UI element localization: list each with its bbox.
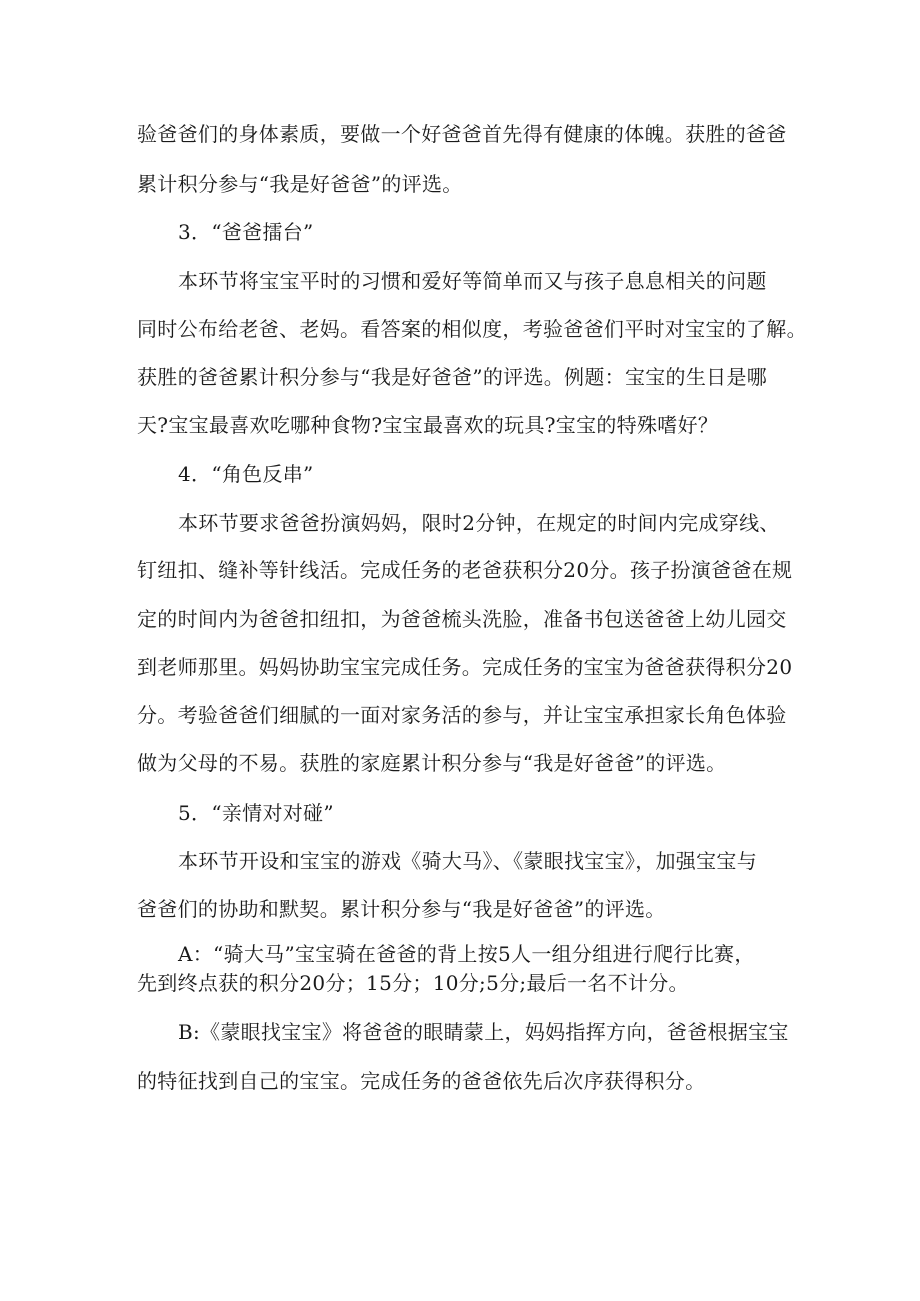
paragraph-line: A：“骑大马”宝宝骑在爸爸的背上按5人一组分组进行爬行比赛，	[178, 942, 755, 966]
paragraph-line: 验爸爸们的身体素质，要做一个好爸爸首先得有健康的体魄。获胜的爸爸	[137, 122, 787, 146]
section-heading-5: 5．“亲情对对碰”	[178, 801, 334, 825]
paragraph-line: 同时公布给老爸、老妈。看答案的相似度，考验爸爸们平时对宝宝的了解。	[137, 317, 807, 341]
paragraph-line: 分。考验爸爸们细腻的一面对家务活的参与，并让宝宝承担家长角色体验	[137, 703, 787, 727]
section-heading-3: 3．“爸爸擂台”	[178, 220, 314, 244]
paragraph-line: 天?宝宝最喜欢吃哪种食物?宝宝最喜欢的玩具?宝宝的特殊嗜好？	[137, 413, 719, 437]
paragraph-line: 本环节开设和宝宝的游戏《骑大马》、《蒙眼找宝宝》，加强宝宝与	[178, 849, 757, 873]
paragraph-line: 本环节要求爸爸扮演妈妈，限时2分钟，在规定的时间内完成穿线、	[178, 511, 780, 535]
paragraph-line: 本环节将宝宝平时的习惯和爱好等简单而又与孩子息息相关的问题	[178, 269, 767, 293]
paragraph-line: 钉纽扣、缝补等针线活。完成任务的老爸获积分20分。孩子扮演爸爸在规	[137, 558, 793, 582]
paragraph-line: 累计积分参与“我是好爸爸”的评选。	[137, 172, 463, 196]
paragraph-line: 到老师那里。妈妈协助宝宝完成任务。完成任务的宝宝为爸爸获得积分20	[137, 655, 793, 679]
paragraph-line: 获胜的爸爸累计积分参与“我是好爸爸”的评选。例题：宝宝的生日是哪	[137, 365, 768, 389]
paragraph-line: 先到终点获的积分20分；15分；10分;5分;最后一名不计分。	[137, 971, 689, 995]
paragraph-line: 爸爸们的协助和默契。累计积分参与“我是好爸爸”的评选。	[137, 897, 666, 921]
paragraph-line: 定的时间内为爸爸扣纽扣，为爸爸梳头洗脸，准备书包送爸爸上幼儿园交	[137, 607, 787, 631]
section-heading-4: 4．“角色反串”	[178, 462, 314, 486]
paragraph-line: B:《蒙眼找宝宝》将爸爸的眼睛蒙上，妈妈指挥方向，爸爸根据宝宝	[178, 1020, 789, 1044]
paragraph-line: 的特征找到自己的宝宝。完成任务的爸爸依先后次序获得积分。	[137, 1069, 706, 1093]
paragraph-line: 做为父母的不易。获胜的家庭累计积分参与“我是好爸爸”的评选。	[137, 751, 727, 775]
